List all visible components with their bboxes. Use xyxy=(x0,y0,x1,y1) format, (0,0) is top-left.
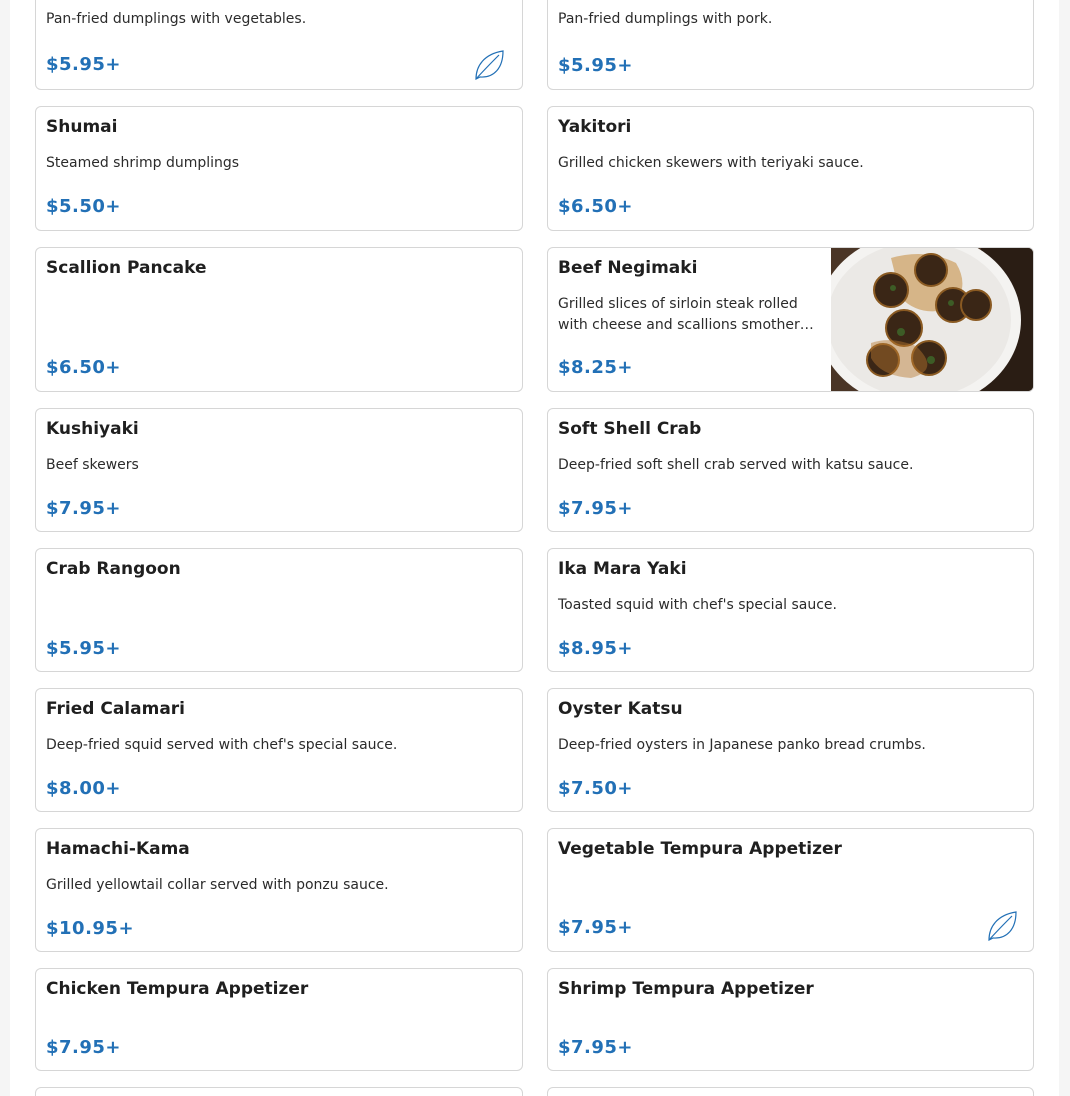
leaf-icon xyxy=(472,48,506,82)
item-price: $7.95+ xyxy=(558,917,634,938)
item-price: $7.50+ xyxy=(558,778,634,799)
menu-item-next-left[interactable] xyxy=(35,1087,523,1096)
item-price: $8.00+ xyxy=(46,778,122,799)
item-description: Toasted squid with chef's special sauce. xyxy=(558,597,837,613)
menu-item-veg-dumplings[interactable] xyxy=(35,0,523,90)
item-price: $7.95+ xyxy=(46,498,122,519)
item-name: Scallion Pancake xyxy=(46,258,207,278)
item-name: Soft Shell Crab xyxy=(558,419,702,439)
menu-item-fried-calamari[interactable] xyxy=(35,688,523,812)
item-price: $7.95+ xyxy=(46,1037,122,1058)
item-description: Grilled chicken skewers with teriyaki sauce. xyxy=(558,155,864,171)
menu-item-vegetable-tempura[interactable] xyxy=(547,828,1034,952)
item-price: $8.95+ xyxy=(558,638,634,659)
menu-item-hamachi-kama[interactable] xyxy=(35,828,523,952)
menu-item-oyster-katsu[interactable] xyxy=(547,688,1034,812)
item-name: Fried Calamari xyxy=(46,699,185,719)
menu-item-next-right[interactable] xyxy=(547,1087,1034,1096)
item-price: $5.95+ xyxy=(46,638,122,659)
item-name: Yakitori xyxy=(558,117,632,137)
item-price: $10.95+ xyxy=(46,918,135,939)
item-description: Deep-fried squid served with chef's special sauce. xyxy=(46,737,398,753)
item-price: $5.50+ xyxy=(46,196,122,217)
menu-item-crab-rangoon[interactable] xyxy=(35,548,523,672)
leaf-icon xyxy=(985,909,1019,943)
menu-item-ika-mara-yaki[interactable] xyxy=(547,548,1034,672)
item-description: Grilled slices of sirloin steak rolled with cheese and scallions smother… xyxy=(558,296,814,333)
item-name: Crab Rangoon xyxy=(46,559,181,579)
item-price: $8.25+ xyxy=(558,357,634,378)
menu-item-beef-negimaki[interactable] xyxy=(547,247,1034,392)
item-photo[interactable] xyxy=(831,248,1033,391)
menu-item-pork-dumplings[interactable] xyxy=(547,0,1034,90)
item-description: Beef skewers xyxy=(46,457,139,473)
item-price: $6.50+ xyxy=(558,196,634,217)
item-price: $5.95+ xyxy=(46,54,122,75)
menu-item-shumai[interactable] xyxy=(35,106,523,231)
item-price: $7.95+ xyxy=(558,498,634,519)
menu-item-shrimp-tempura[interactable] xyxy=(547,968,1034,1071)
item-name: Beef Negimaki xyxy=(558,258,698,278)
item-description: Deep-fried oysters in Japanese panko bread crumbs. xyxy=(558,737,926,753)
item-price: $5.95+ xyxy=(558,55,634,76)
menu-item-kushiyaki[interactable] xyxy=(35,408,523,532)
item-description: Deep-fried soft shell crab served with katsu sauce. xyxy=(558,457,914,473)
item-name: Vegetable Tempura Appetizer xyxy=(558,839,842,859)
item-name: Ika Mara Yaki xyxy=(558,559,687,579)
item-name: Shumai xyxy=(46,117,118,137)
menu-section xyxy=(10,0,1059,1096)
item-name: Kushiyaki xyxy=(46,419,139,439)
item-name: Shrimp Tempura Appetizer xyxy=(558,979,814,999)
item-name: Hamachi-Kama xyxy=(46,839,190,859)
menu-item-scallion-pancake[interactable] xyxy=(35,247,523,392)
item-description: Pan-fried dumplings with pork. xyxy=(558,11,773,27)
menu-item-chicken-tempura[interactable] xyxy=(35,968,523,1071)
item-description: Grilled yellowtail collar served with ponzu sauce. xyxy=(46,877,389,893)
menu-item-yakitori[interactable] xyxy=(547,106,1034,231)
item-description: Steamed shrimp dumplings xyxy=(46,155,240,171)
item-name: Chicken Tempura Appetizer xyxy=(46,979,309,999)
menu-item-soft-shell-crab[interactable] xyxy=(547,408,1034,532)
item-name: Oyster Katsu xyxy=(558,699,683,719)
item-price: $6.50+ xyxy=(46,357,122,378)
item-description: Pan-fried dumplings with vegetables. xyxy=(46,11,307,27)
item-price: $7.95+ xyxy=(558,1037,634,1058)
